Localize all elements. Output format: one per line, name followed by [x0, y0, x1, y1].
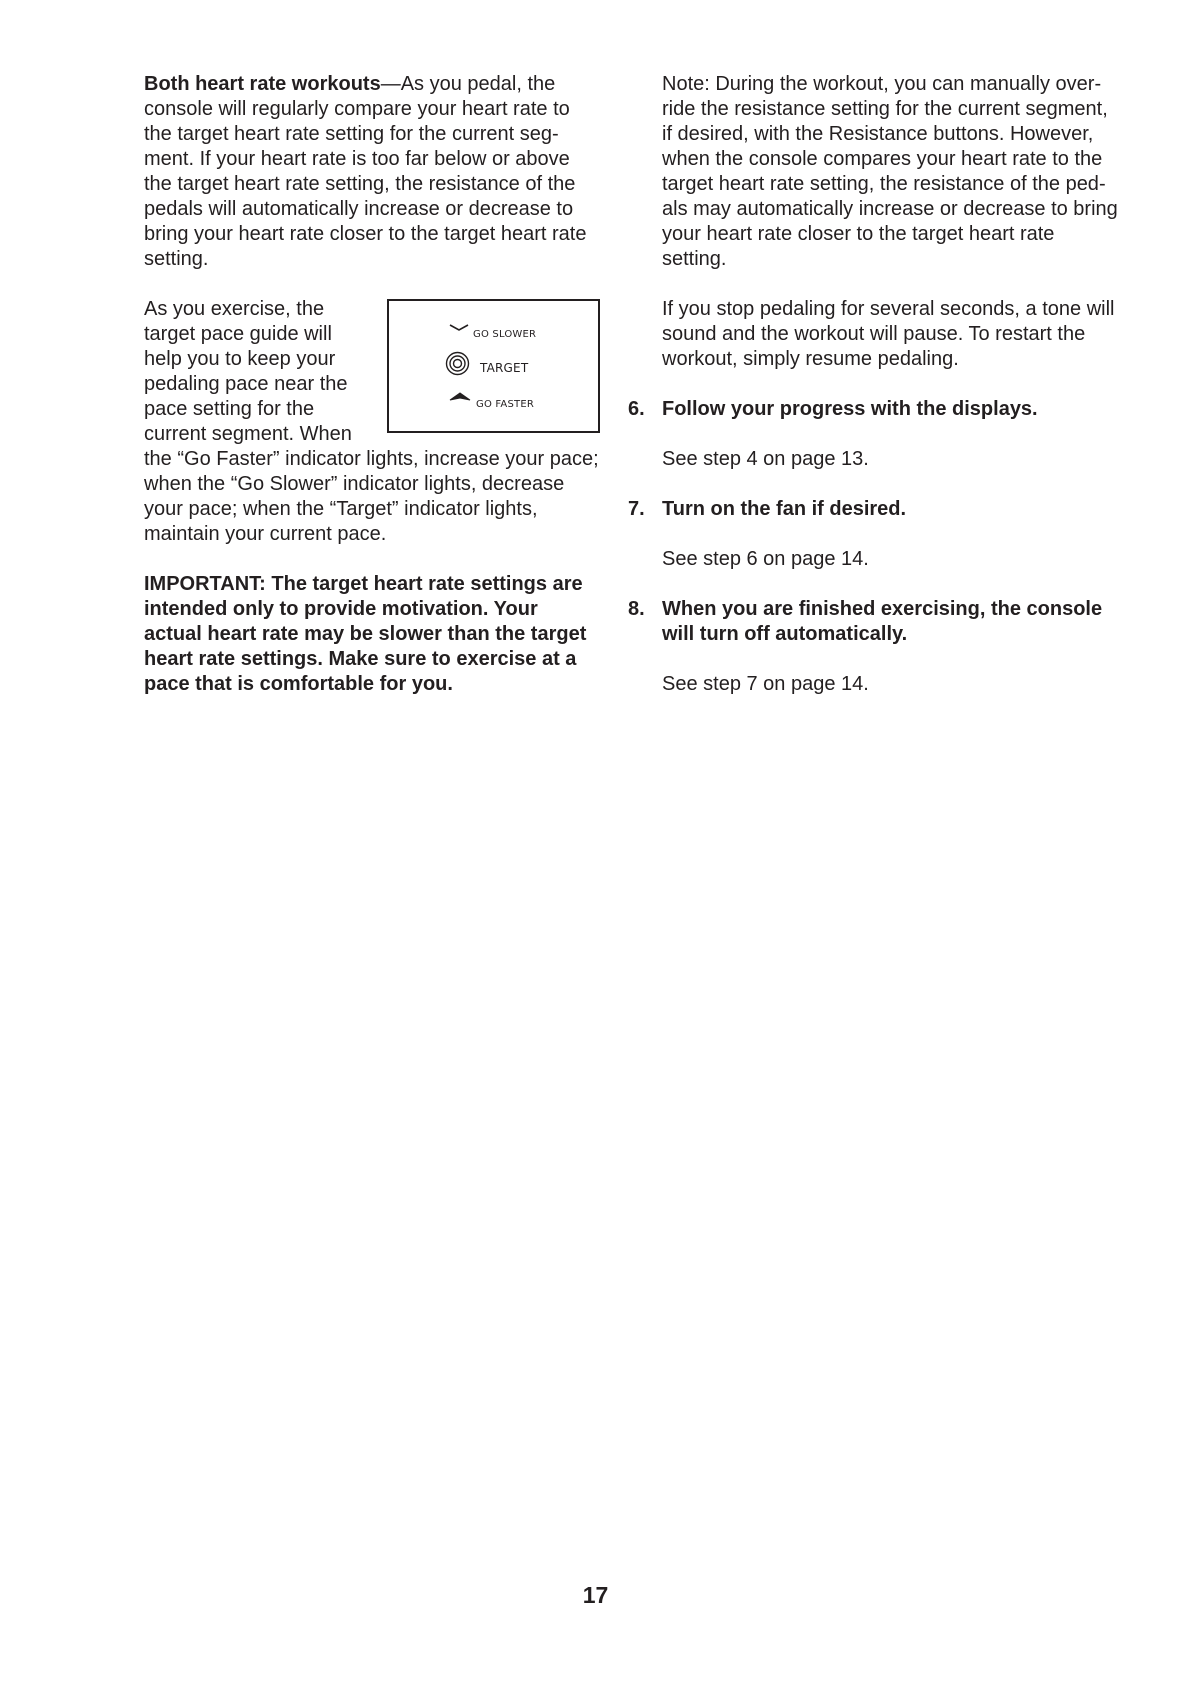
pace-guide-paragraph: As you exercise, the target pace guide will help you to keep your pedaling pace near the pace setting for the current segment. When the “Go Faster” indicator lights, increase your pace; when the “Go Slower” indicator lights, decrease your pace; when the “Target” indicator lights, maintain your current pace.: [144, 298, 599, 545]
override-note: Note: During the workout, you can manually override the resistance setting for the current segment, if desired, with the Resistance buttons. However, when the console compares your heart rate to the target heart rate setting, the resistance of the pedals may automatically increase or decrease to bring your heart rate closer to the target heart rate setting.: [662, 73, 1118, 270]
step-7: [628, 497, 1118, 522]
step-title: When you are finished exercising, the console will turn off automatically.: [662, 598, 1103, 645]
page-number: 17: [582, 1582, 609, 1608]
go-faster-label: GO FASTER: [476, 399, 534, 410]
heart-rate-workouts-text: As you pedal, the console will regularly compare your heart rate to the target heart rate setting for the current segment. If your heart rate is too far below or above the target heart rate setting, the resistance of the pedals will automatically increase or decrease to bring your heart rate closer to the target heart rate setting.: [144, 73, 587, 270]
chevron-up-icon: [449, 392, 471, 401]
target-label: TARGET: [480, 361, 529, 375]
step-6: [628, 397, 1118, 422]
step-reference: See step 7 on page 14.: [662, 673, 869, 695]
go-faster-row: [389, 389, 598, 409]
go-slower-label: GO SLOWER: [473, 329, 537, 340]
step-reference: See step 6 on page 14.: [662, 548, 869, 570]
step-reference: See step 4 on page 13.: [662, 448, 869, 470]
right-column: [628, 72, 1118, 722]
stop-pedaling-note: If you stop pedaling for several seconds, a tone will sound and the workout will pause. To restart the workout, simply resume pedaling.: [662, 298, 1115, 370]
target-pace-guide-figure: [387, 299, 600, 433]
step-8: [628, 597, 1118, 647]
target-row: [389, 351, 598, 375]
em-dash: —: [380, 73, 401, 95]
step-number: 7.: [628, 498, 645, 520]
step-number: 6.: [628, 398, 645, 420]
step-title: Turn on the fan if desired.: [662, 498, 907, 520]
heart-rate-workouts-paragraph: [144, 72, 600, 272]
step-number: 8.: [628, 598, 645, 620]
left-column: [144, 72, 600, 722]
chevron-down-icon: [449, 324, 469, 332]
target-icon: [445, 351, 470, 376]
important-note: IMPORTANT: The target heart rate settings are intended only to provide motivation. Your actual heart rate may be slower than the target heart rate settings. Make sure to exercise at a pace that is comfortable for you.: [144, 573, 587, 695]
go-slower-row: [389, 319, 598, 339]
heart-rate-workouts-heading: Both heart rate workouts: [144, 73, 381, 95]
step-title: Follow your progress with the displays.: [662, 398, 1038, 420]
